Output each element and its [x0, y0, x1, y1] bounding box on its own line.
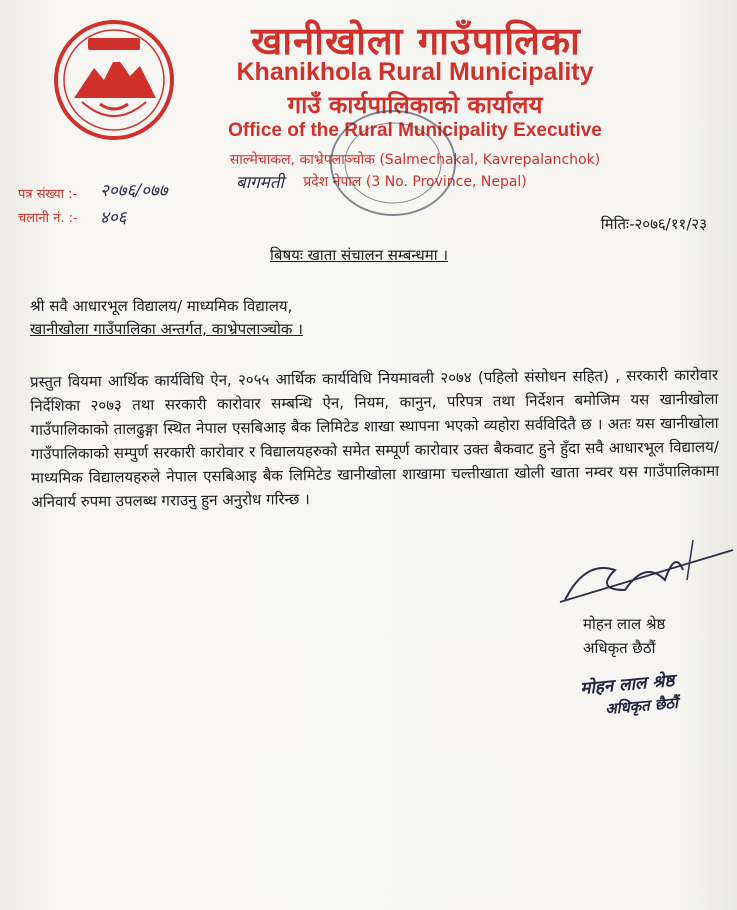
dispatch-number-label: चलानी नं. :- [18, 211, 78, 226]
office-name-english: Office of the Rural Municipality Executive [228, 120, 602, 141]
municipality-name-nepali: खानीखोला गाउँपालिका [251, 19, 581, 63]
signatory-title: अधिकृत छैठौं [583, 639, 656, 657]
recipient-line-1: श्री सवै आधारभूल विद्यालय/ माध्यमिक विद्यालय, [30, 297, 293, 315]
title-stamp: अधिकृत छैठौं [604, 693, 679, 719]
office-seal-stamp-icon [318, 104, 468, 222]
handwritten-signature-icon [555, 520, 735, 620]
handwritten-province-insert: बागमती [236, 173, 284, 193]
signatory-name: मोहन लाल श्रेष्ठ [583, 615, 666, 633]
recipient-line-2: खानीखोला गाउँपालिका अन्तर्गत, काभ्रेपलाञ्चोक । [30, 320, 303, 338]
municipality-emblem-icon [52, 18, 176, 142]
office-name-nepali: गाउँ कार्यपालिकाको कार्यालय [287, 91, 543, 119]
letter-body: प्रस्तुत वियमा आर्थिक कार्यविधि ऐन, २०५५ आर्थिक कार्यविधि नियमावली २०७४ (पहिलो संसोधन सहित) , सरकारी कारोवार निर्देशिका २०७३ तथा सरकारी कारोवार सम्बन्धि ऐन, नियम, कानुन, परिपत्र तथा निर्देशन बमोजिम यस खानीखोला गाउँपालिकाको तालढुङ्गा स्थित नेपाल एसबिआइ बैक लिमिटेड शाखा स्थापना भएको व्यहोरा सर्वविदितै छ । अतः यस खानीखोला गाउँपालिकाको सम्पुर्ण सरकारी कारोवार र विद्यालयहरुको समेत सम्पूर्ण कारोवार उक्त बैकवाट हुने हुँदा सवै आधारभूल विद्यालय/माध्यमिक विद्यालयहरुले नेपाल एसबिआइ बैक लिमिटेड खानीखोला शाखामा चल्तीखाता खोली खाता नम्वर यस गाउँपालिकामा अनिवार्य रुपमा उपलब्ध गराउनु हुन अनुरोध गरिन्छ । [30, 365, 720, 511]
letter-subject: बिषयः खाता संचालन सम्बन्धमा । [270, 246, 449, 264]
letter-number-label: पत्र संख्या :- [18, 187, 78, 202]
municipality-name-english: Khanikhola Rural Municipality [236, 58, 594, 86]
dispatch-number-value: ४०६ [100, 208, 127, 228]
address-line-1: साल्मेचाकल, काभ्रेपलाञ्चोक (Salmechakal, Kavrepalanchok) [229, 152, 601, 168]
letter-number-value: २०७६/०७७ [100, 181, 168, 201]
address-line-2: प्रदेश नेपाल (3 No. Province, Nepal) [303, 174, 527, 190]
letter-date: मितिः-२०७६/११/२३ [600, 215, 707, 233]
name-stamp: मोहन लाल श्रेष्ठ [579, 670, 676, 700]
